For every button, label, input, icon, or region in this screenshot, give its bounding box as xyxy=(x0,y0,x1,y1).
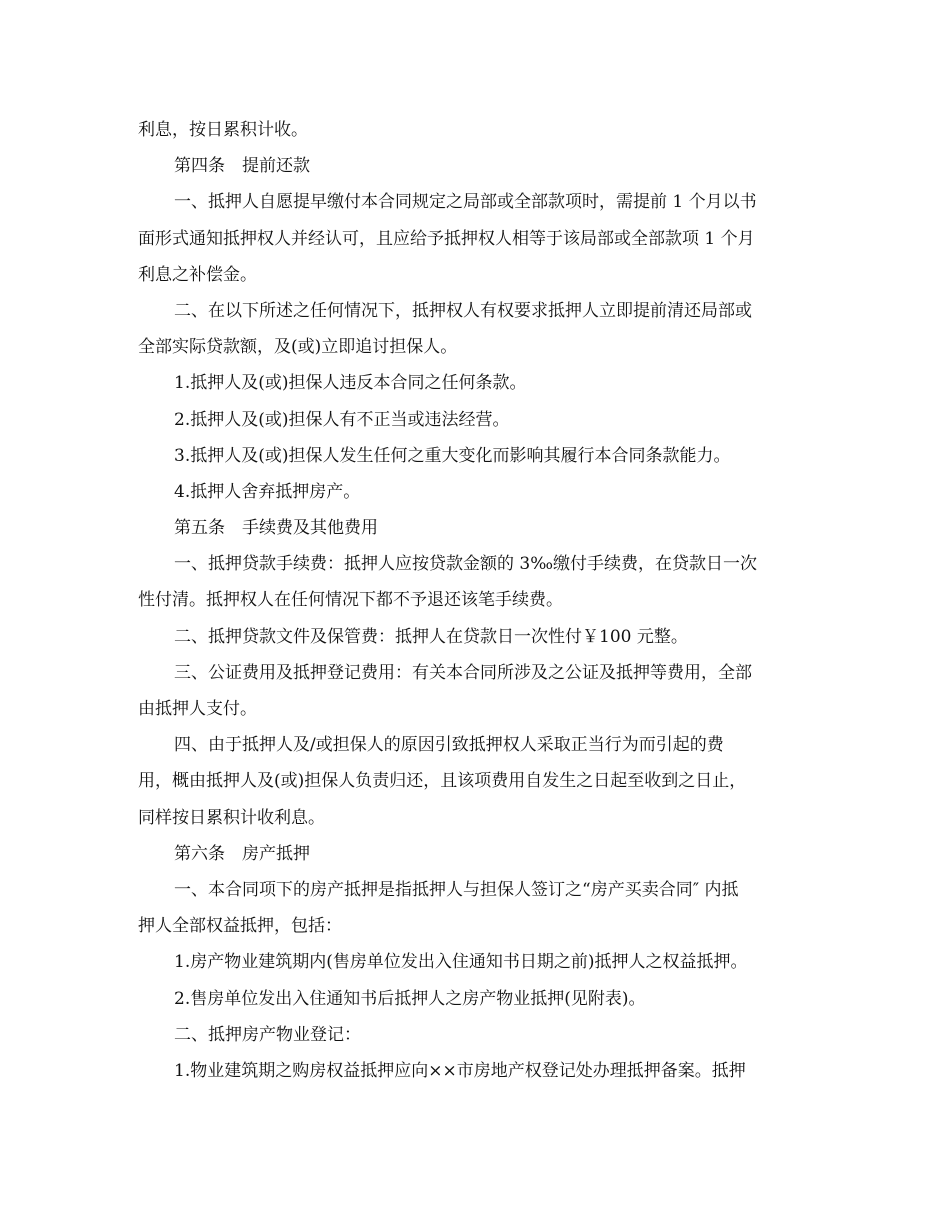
text-line: 利息之补偿金。 xyxy=(138,264,257,285)
text-line: 三、公证费用及抵押登记费用：有关本合同所涉及之公证及抵押等费用，全部 xyxy=(174,662,752,683)
text-line: 二、抵押房产物业登记： xyxy=(174,1024,361,1045)
text-line: 由抵押人支付。 xyxy=(138,699,257,719)
text-line: 1.物业建筑期之购房权益抵押应向××市房地产权登记处办理抵押备案。抵押 xyxy=(174,1060,746,1081)
text-line: 二、在以下所述之任何情况下，抵押权人有权要求抵押人立即提前清还局部或 xyxy=(174,300,752,321)
text-line: 一、本合同项下的房产抵押是指抵押人与担保人签订之“房产买卖合同″ 内抵 xyxy=(174,879,739,900)
text-line: 性付清。抵押权人在任何情况下都不予退还该笔手续费。 xyxy=(138,590,563,611)
text-line: 二、抵押贷款文件及保管费：抵押人在贷款日一次性付￥100 元整。 xyxy=(174,626,688,647)
text-line: 1.抵押人及(或)担保人违反本合同之任何条款。 xyxy=(174,373,527,394)
text-line: 第六条 房产抵押 xyxy=(174,843,310,864)
text-line: 2.抵押人及(或)担保人有不正当或违法经营。 xyxy=(174,409,510,430)
text-line: 押人全部权益抵押，包括： xyxy=(138,916,342,937)
document-body xyxy=(138,112,814,1089)
text-line: 第五条 手续费及其他费用 xyxy=(174,518,378,539)
text-line: 用，概由抵押人及(或)担保人负责归还，且该项费用自发生之日起至收到之日止， xyxy=(138,771,747,792)
text-line: 同样按日累积计收利息。 xyxy=(138,807,325,828)
text-line: 全部实际贷款额，及(或)立即追讨担保人。 xyxy=(138,337,458,358)
text-line: 四、由于抵押人及/或担保人的原因引致抵押权人采取正当行为而引起的费 xyxy=(174,735,724,756)
text-line: 2.售房单位发出入住通知书后抵押人之房产物业抵押(见附表)。 xyxy=(174,988,646,1009)
text-line: 第四条 提前还款 xyxy=(174,156,310,177)
text-line: 3.抵押人及(或)担保人发生任何之重大变化而影响其履行本合同条款能力。 xyxy=(174,445,731,466)
text-line: 利息，按日累积计收。 xyxy=(138,120,308,140)
text-line: 一、抵押人自愿提早缴付本合同规定之局部或全部款项时，需提前 1 个月以书 xyxy=(174,192,757,213)
text-line: 面形式通知抵押权人并经认可，且应给予抵押权人相等于该局部或全部款项 1 个月 xyxy=(138,228,755,249)
text-line: 1.房产物业建筑期内(售房单位发出入住通知书日期之前)抵押人之权益抵押。 xyxy=(174,952,748,973)
text-line: 4.抵押人舍弃抵押房产。 xyxy=(174,481,361,502)
text-line: 一、抵押贷款手续费：抵押人应按贷款金额的 3‰缴付手续费，在贷款日一次 xyxy=(174,554,758,575)
